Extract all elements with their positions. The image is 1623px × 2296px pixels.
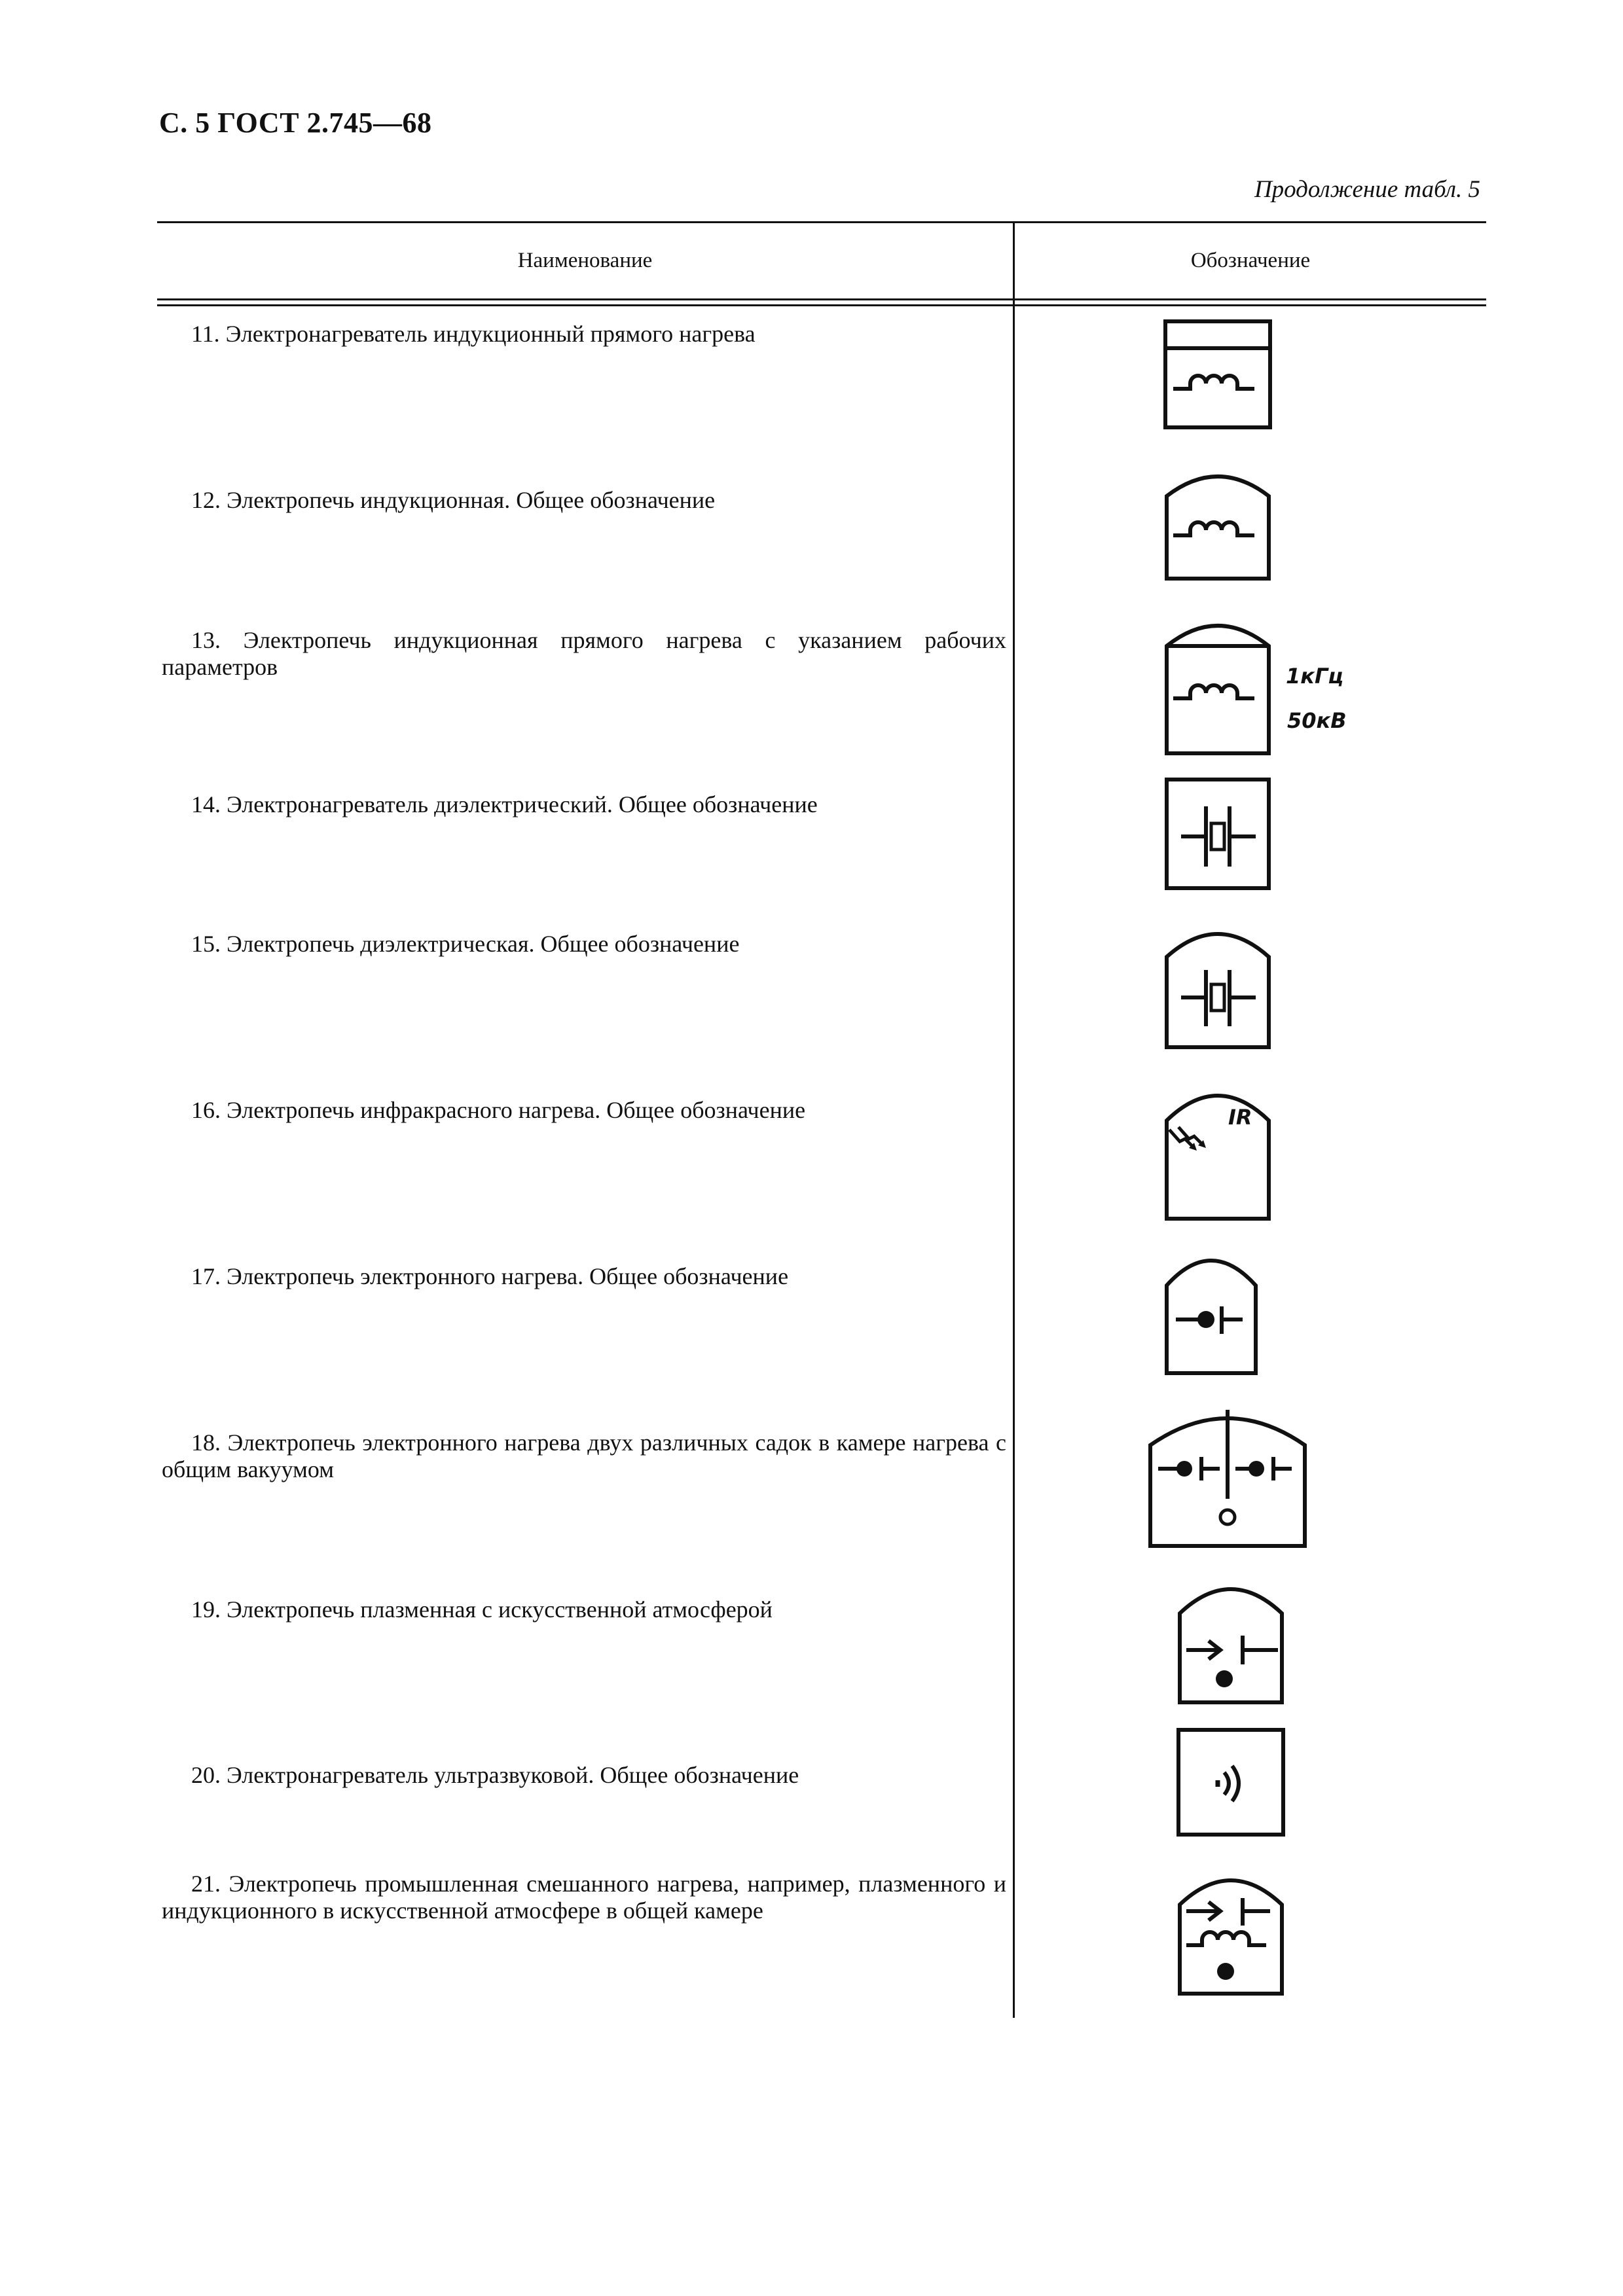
electron-beam-furnace-icon (1159, 1245, 1277, 1376)
table-row (162, 1097, 1006, 1124)
table-row (162, 1429, 1006, 1483)
row-number: 18. (191, 1429, 221, 1456)
table-row (162, 487, 1006, 514)
table-top-rule (157, 221, 1486, 223)
row-number: 12. (191, 487, 221, 513)
row-number: 15. (191, 931, 221, 957)
row-text: Электронагреватель ультразвуковой. Общее обозначение (227, 1762, 799, 1788)
table-row (162, 627, 1006, 681)
row-text: Электропечь электронного нагрева. Общее обозначение (227, 1263, 789, 1289)
table-continuation-label: Продолжение табл. 5 (1254, 176, 1480, 203)
mixed-heating-furnace-icon (1172, 1865, 1290, 1996)
dielectric-furnace-icon (1159, 919, 1277, 1050)
table-row (162, 1871, 1006, 1924)
row-text: Электронагреватель индукционный прямого нагрева (225, 321, 756, 347)
table-row (162, 1263, 1006, 1290)
table-row (162, 321, 1006, 348)
page-header: С. 5 ГОСТ 2.745—68 (159, 107, 432, 139)
row-number: 17. (191, 1263, 221, 1289)
row-text: Электронагреватель диэлектрический. Общее обозначение (227, 791, 818, 817)
electron-beam-furnace-two-charges-icon (1142, 1407, 1313, 1548)
induction-furnace-direct-params-icon (1159, 612, 1355, 756)
row-text: Электропечь диэлектрическая. Общее обозначение (227, 931, 740, 957)
table-header-rule-1 (157, 298, 1486, 300)
row-text: Электропечь промышленная смешанного нагрева, например, плазменного и индукционного в искусственной атмосфере в общей камере (162, 1871, 1007, 1924)
table-row (162, 931, 1006, 958)
table-row (162, 1596, 1006, 1623)
table-row (162, 1762, 1006, 1789)
table-header-rule-2 (157, 304, 1486, 306)
induction-furnace-icon (1159, 463, 1277, 581)
row-number: 16. (191, 1097, 221, 1123)
column-header-name: Наименование (517, 249, 653, 272)
power-param-label: 50кВ (1287, 708, 1347, 733)
dielectric-heater-icon (1159, 778, 1277, 892)
row-number: 20. (191, 1762, 221, 1788)
row-number: 11. (191, 321, 220, 347)
induction-heater-direct-icon (1159, 319, 1277, 431)
column-header-symbol: Обозначение (1190, 249, 1311, 272)
row-text: Электропечь индукционная прямого нагрева с указанием рабочих параметров (162, 627, 1006, 680)
plasma-furnace-icon (1172, 1574, 1290, 1705)
infrared-furnace-icon (1159, 1080, 1277, 1221)
row-text: Электропечь электронного нагрева двух различных садок в камере нагрева с общим вакуумом (162, 1429, 1006, 1482)
table-column-divider (1013, 221, 1015, 2018)
row-text: Электропечь индукционная. Общее обозначение (227, 487, 716, 513)
row-number: 13. (191, 627, 221, 653)
row-number: 14. (191, 791, 221, 817)
ultrasonic-heater-icon (1172, 1728, 1290, 1839)
table-row (162, 791, 1006, 818)
row-text: Электропечь плазменная с искусственной атмосферой (227, 1596, 773, 1623)
row-text: Электропечь инфракрасного нагрева. Общее обозначение (227, 1097, 806, 1123)
row-number: 19. (191, 1596, 221, 1623)
frequency-param-label: 1кГц (1286, 664, 1344, 689)
row-number: 21. (191, 1871, 221, 1897)
infrared-label: IR (1228, 1105, 1252, 1130)
